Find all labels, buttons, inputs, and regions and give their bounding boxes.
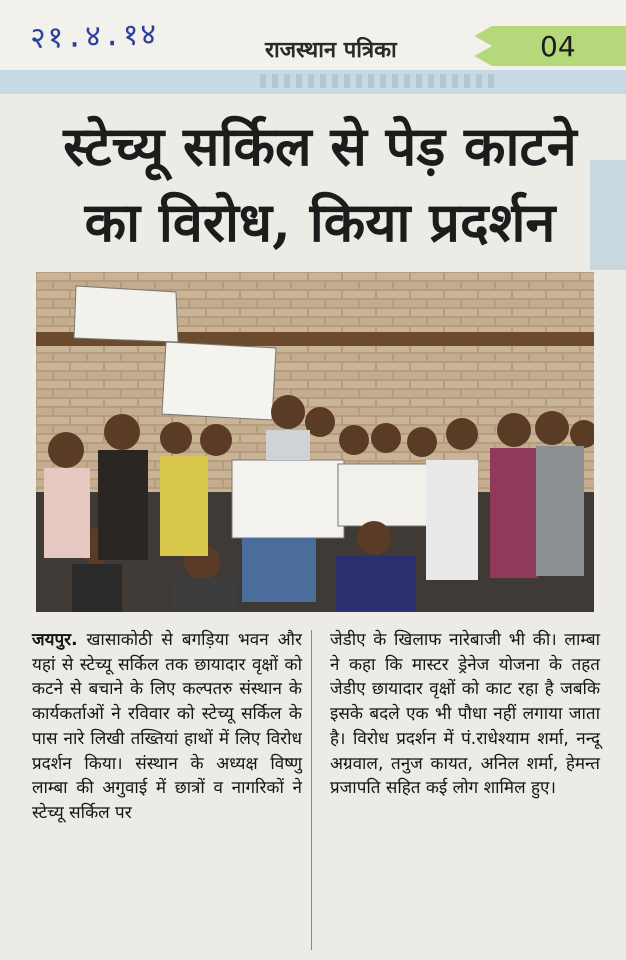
newspaper-name: राजस्थान पत्रिका bbox=[265, 37, 397, 63]
newspaper-header bbox=[0, 0, 626, 70]
article-column-left bbox=[32, 628, 302, 826]
protest-photo-illustration bbox=[36, 272, 594, 612]
protest-photo bbox=[36, 272, 594, 612]
page-number: 04 bbox=[540, 30, 576, 63]
article-text-left: खासाकोठी से बगड़िया भवन और यहां से स्टेच्यू सर्किल तक छायादार वृक्षों को कटने से बचाने के लिए कल्पतरु संस्थान के कार्यकर्ताओं ने रविवार को स्टेच्यू सर्किल के पास नारे लिखी तख्तियां हाथों में लिए विरोध प्रदर्शन किया। संस्थान के अध्यक्ष विष्णु लाम्बा की अगुवाई में छात्रों व नागरिकों ने स्टेच्यू सर्किल पर bbox=[32, 630, 302, 823]
article-headline: स्टेच्यू सर्किल से पेड़ काटने का विरोध, किया प्रदर्शन bbox=[63, 114, 577, 254]
column-divider bbox=[311, 630, 312, 950]
article-text-right: जेडीए के खिलाफ नारेबाजी भी की। लाम्बा ने कहा कि मास्टर ड्रेनेज योजना के तहत जेडीए छायादार वृक्षों को काट रहा है जबकि इसके बदले एक भी पौधा नहीं लगाया जाता है। विरोध प्रदर्शन में पं.राधेश्याम शर्मा, नन्दू अग्रवाल, तनुज कायत, अनिल शर्मा, हेमन्त प्रजापति सहित कई लोग शामिल हुए। bbox=[330, 630, 600, 799]
bleed-through-text bbox=[260, 74, 500, 88]
header-band bbox=[0, 70, 626, 94]
article-column-right bbox=[330, 628, 600, 801]
page-number-tab bbox=[470, 26, 626, 66]
handwritten-date: २१.४.१४ bbox=[29, 16, 159, 57]
article-dateline: जयपुर. bbox=[32, 630, 78, 650]
zigzag-edge bbox=[470, 26, 492, 66]
